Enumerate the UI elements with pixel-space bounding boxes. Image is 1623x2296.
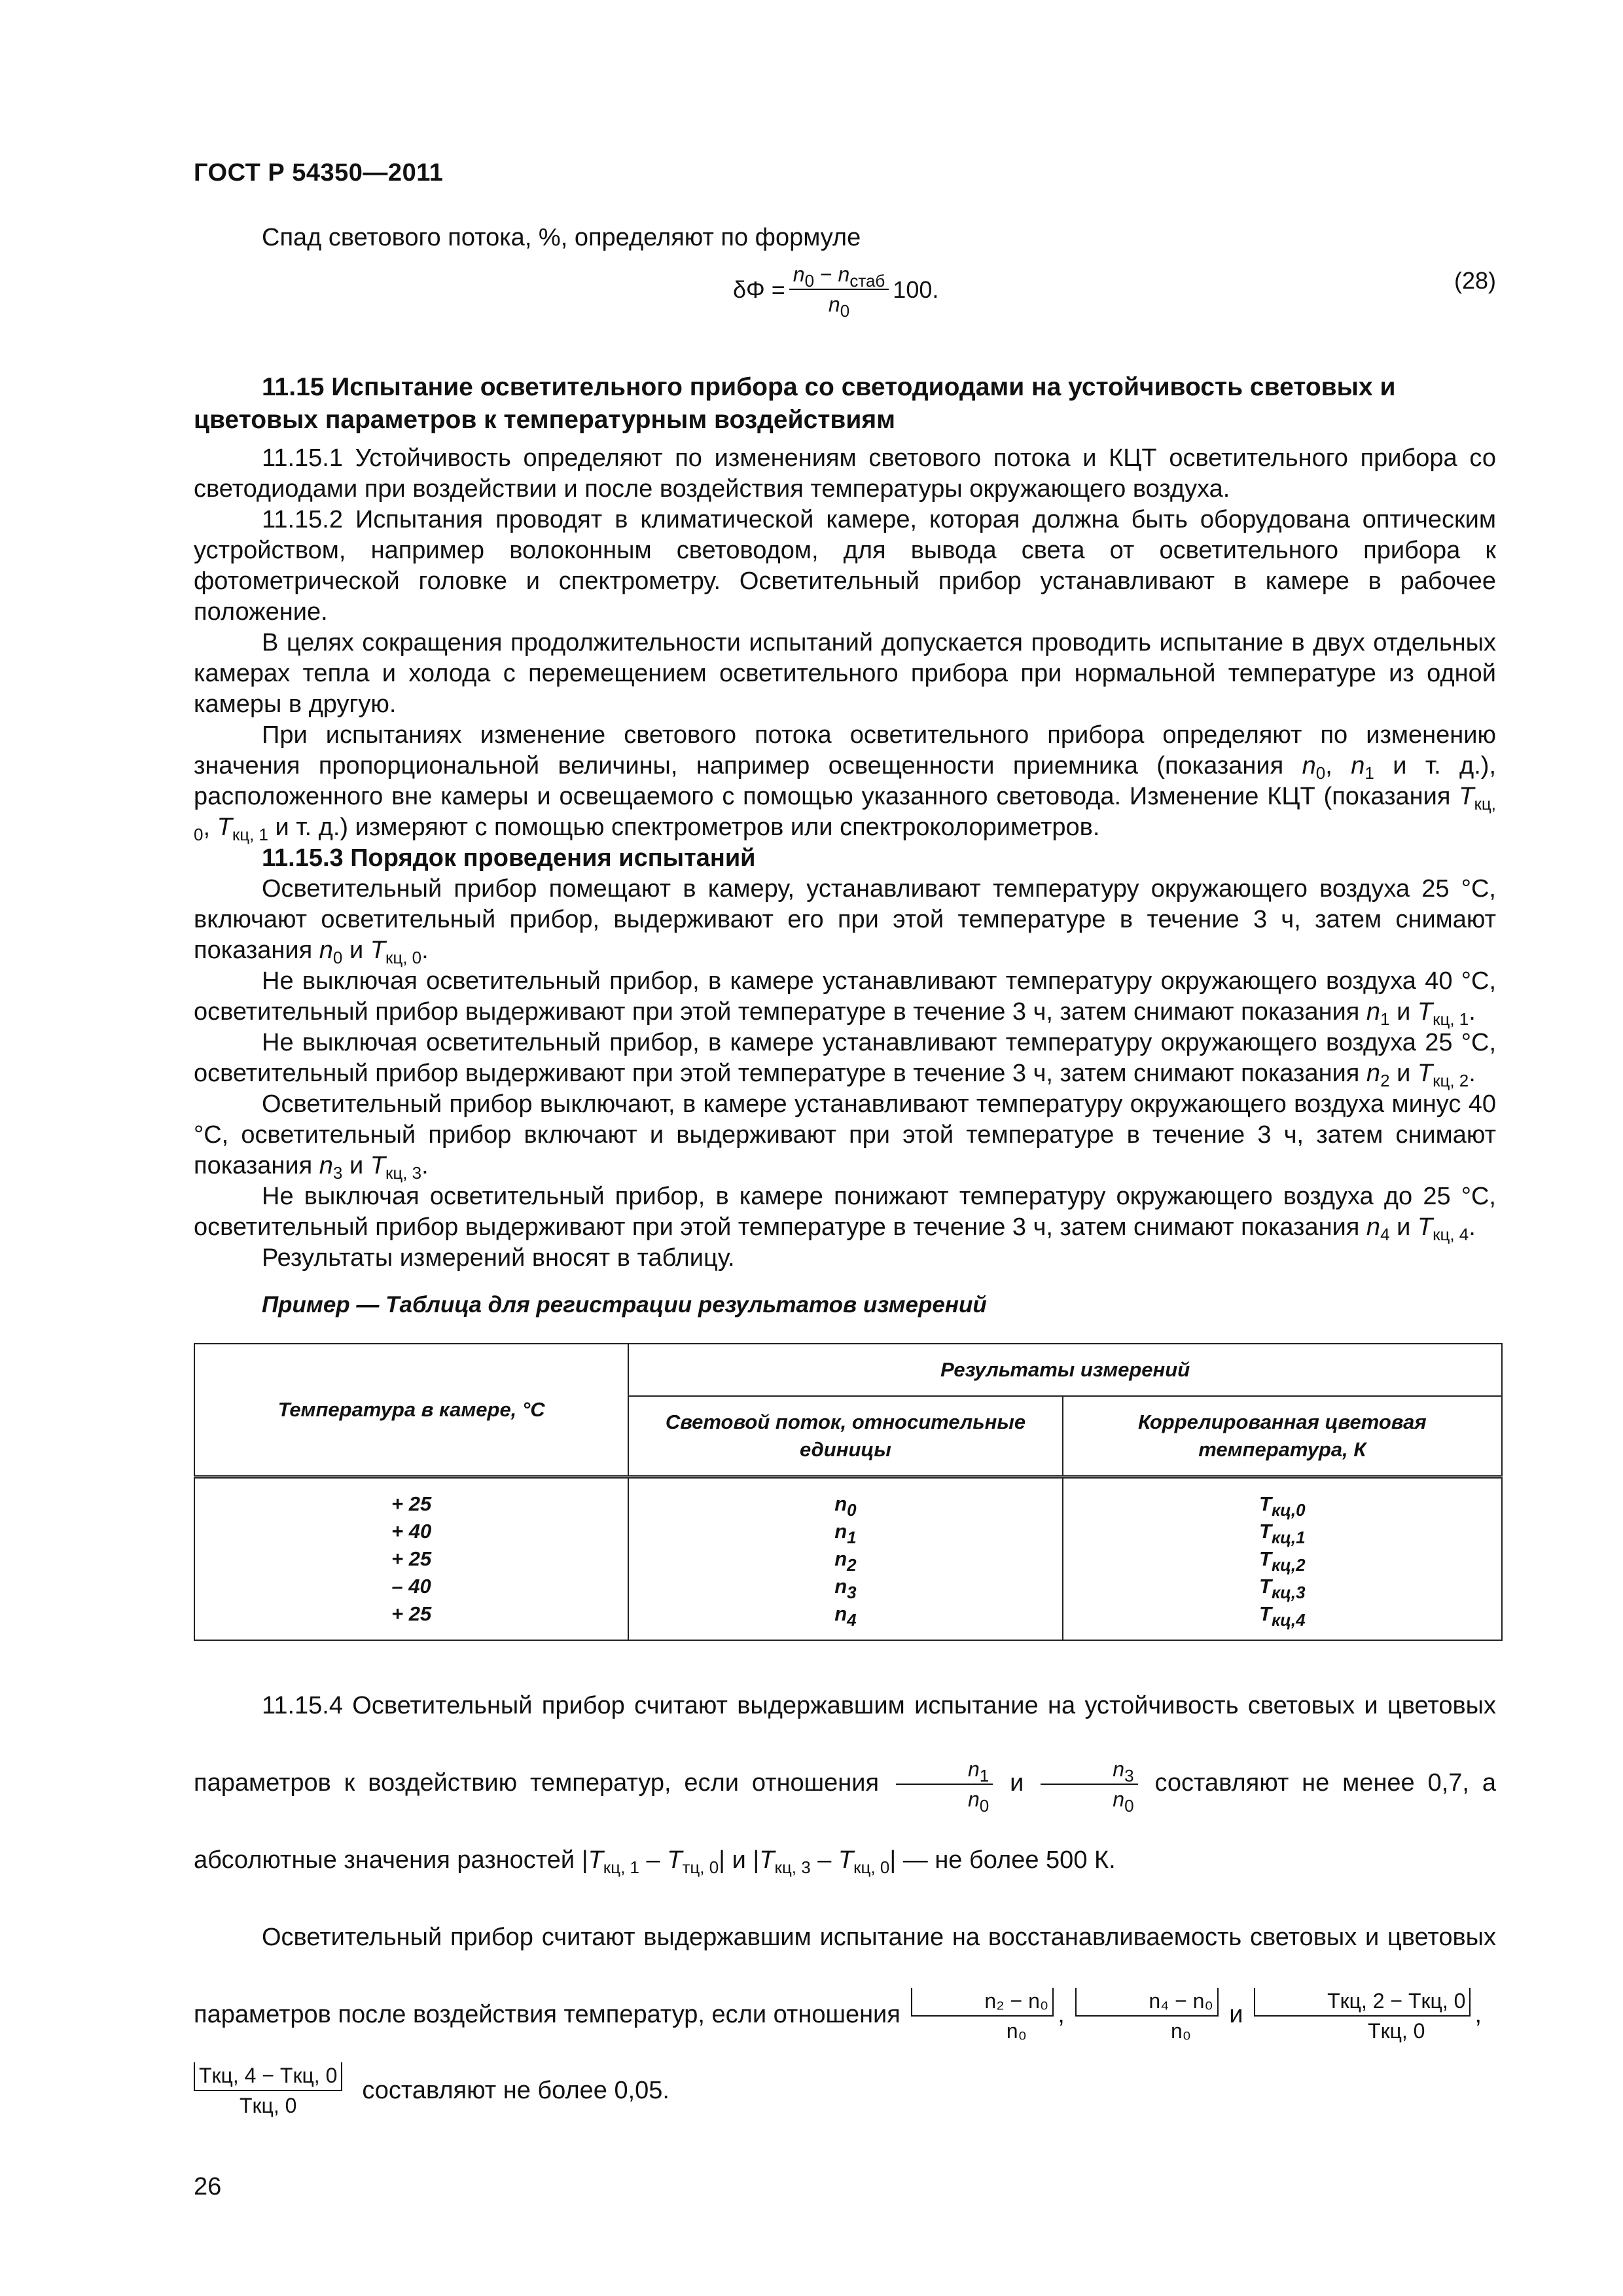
text: и т. д.) измеряют с помощью спектрометров или спектроколориметров. — [268, 814, 1100, 841]
var-n: n — [1366, 1060, 1381, 1087]
var-n: n — [834, 1547, 847, 1570]
numerator — [896, 1756, 993, 1785]
sub: кц, 1 — [603, 1857, 639, 1877]
var-n: n — [1366, 998, 1381, 1026]
flux-cell — [628, 1477, 1062, 1641]
sub: 0 — [979, 1795, 990, 1816]
sub: 4 — [847, 1610, 857, 1630]
cct-value — [1259, 1573, 1306, 1600]
formula-fraction — [789, 261, 889, 321]
cct-value — [1259, 1490, 1306, 1518]
formula-28-expression — [733, 261, 939, 321]
ratio-t2-minus-t0 — [1254, 1988, 1471, 2044]
text: . — [1469, 1060, 1476, 1087]
var-t: T — [217, 814, 232, 841]
text: Не выключая осветительный прибор, в камере устанавливают температуру окружающего воздуха 40 °С, осветительный прибор выдерживают при этой температуре в течение 3 ч, затем снимают показания — [194, 967, 1496, 1026]
flux-value — [834, 1518, 856, 1545]
text: и — [997, 1769, 1037, 1797]
var-t: T — [1459, 783, 1474, 810]
numerator: n₄ − n₀ — [1075, 1988, 1218, 2017]
text: и — [1389, 1060, 1418, 1087]
paragraph-recovery — [194, 1899, 1496, 2053]
var-n: n — [968, 1757, 980, 1781]
var-n: n — [1113, 1757, 1125, 1781]
step-paragraph — [194, 874, 1496, 966]
denominator — [900, 1785, 990, 1816]
sub: 0 — [1124, 1795, 1134, 1816]
temperature-value: + 40 — [391, 1520, 432, 1543]
text: и т. д.), расположенного вне камеры и освещаемого с помощью указанного световода. Изменение КЦТ (показания — [194, 752, 1496, 810]
text: и — [1222, 2001, 1251, 2028]
denominator: n₀ — [1170, 2018, 1192, 2043]
var-t: T — [1259, 1492, 1272, 1515]
step-paragraph — [194, 966, 1496, 1028]
paragraph-measurement — [194, 720, 1496, 843]
formula-lhs: δΦ = — [733, 276, 785, 303]
ratio-n2-minus-n0 — [911, 1988, 1054, 2044]
paragraph-11-15-4 — [194, 1667, 1496, 1899]
var-t: T — [1417, 998, 1433, 1026]
var-t: T — [1417, 1060, 1433, 1087]
var-n: n — [319, 1152, 333, 1179]
cct-cell — [1063, 1477, 1502, 1641]
text: Осветительный прибор помещают в камеру, устанавливают температуру окружающего воздуха 25 °С, включают осветительный прибор, выдерживают его при этой температуре в течение 3 ч, затем снимают показания — [194, 875, 1496, 964]
text: , — [203, 814, 217, 841]
var-n: n — [1351, 752, 1365, 780]
text: – — [810, 1846, 838, 1874]
sub: 0 — [840, 301, 850, 321]
denominator: Tкц, 0 — [239, 2094, 297, 2117]
var-t: T — [838, 1846, 854, 1874]
var-n: n — [838, 262, 850, 286]
sub: кц, 1 — [232, 825, 268, 844]
header-results-group: Результаты измерений — [628, 1344, 1502, 1396]
results-table — [194, 1343, 1503, 1641]
text: , — [1474, 2001, 1482, 2028]
var-n: n — [968, 1787, 980, 1811]
step-paragraph — [194, 1181, 1496, 1243]
var-n: n — [1113, 1787, 1125, 1811]
intro-paragraph: Спад светового потока, %, определяют по формуле — [262, 224, 861, 251]
formula-numerator — [789, 261, 889, 290]
text: При испытаниях изменение светового потока осветительного прибора определяют по изменению значения пропорциональной величины, например освещенности приемника (показания — [194, 721, 1496, 780]
sub: кц, 0 — [194, 794, 1496, 844]
temperature-value: + 25 — [391, 1547, 432, 1570]
section-title-11-15: 11.15 Испытание осветительного прибора со светодиодами на устойчивость световых и цветовых параметров к температурным воздействиям — [194, 373, 1396, 434]
sub: 3 — [332, 1163, 343, 1183]
denominator: Tкц, 0 — [1368, 2018, 1425, 2043]
flux-value — [834, 1490, 856, 1518]
sub: стаб — [849, 271, 885, 291]
numerator: Tкц, 2 − Tкц, 0 — [1254, 1988, 1471, 2017]
var-n: n — [1366, 1213, 1381, 1241]
text: Осветительный прибор выключают, в камере устанавливают температуру окружающего воздуха минус 40 °С, осветительный прибор включают и выдерживают при этой температуре в течение 3 ч, затем снимают показания — [194, 1090, 1496, 1179]
recovery-final-line — [194, 2062, 1496, 2119]
var-n: n — [834, 1575, 847, 1598]
var-t: T — [370, 1152, 385, 1179]
minus: − — [814, 262, 838, 286]
sub: кц,4 — [1271, 1610, 1306, 1630]
formula-denominator — [828, 290, 850, 321]
var-n: n — [793, 262, 805, 286]
sub: тц, 0 — [682, 1857, 719, 1877]
header-cct: Коррелированная цветовая температура, К — [1063, 1396, 1502, 1477]
sub: кц, 4 — [1433, 1225, 1469, 1244]
sub: 2 — [847, 1555, 857, 1575]
text: | — не более 500 К. — [889, 1846, 1116, 1874]
document-code-header: ГОСТ Р 54350—2011 — [194, 159, 444, 187]
var-n: n — [828, 293, 840, 316]
temperature-value: + 25 — [391, 1602, 432, 1625]
formula-28 — [194, 259, 1496, 337]
sub: кц, 0 — [853, 1857, 890, 1877]
step-paragraph — [194, 1089, 1496, 1181]
temperature-value: + 25 — [391, 1492, 432, 1515]
flux-value — [834, 1600, 856, 1628]
numerator: n₂ − n₀ — [911, 1988, 1054, 2017]
flux-value — [834, 1545, 856, 1573]
text: Не выключая осветительный прибор, в камере понижают температуру окружающего воздуха до 25 °С, осветительный прибор выдерживают при этой температуре в течение 3 ч, затем снимают показания — [194, 1183, 1496, 1241]
numerator — [1041, 1756, 1137, 1785]
sub: кц,2 — [1271, 1555, 1306, 1575]
sub: 1 — [1380, 1009, 1390, 1029]
sub: 1 — [979, 1765, 990, 1785]
text: составляют не более 0,05. — [362, 2076, 669, 2104]
sub: кц, 1 — [1433, 1009, 1469, 1029]
ratio-n4-minus-n0 — [1075, 1988, 1218, 2044]
page-number: 26 — [194, 2173, 222, 2200]
var-n: n — [834, 1602, 847, 1625]
text: и — [342, 1152, 370, 1179]
text: . — [421, 937, 429, 964]
header-luminous-flux: Световой поток, относительные единицы — [628, 1396, 1062, 1477]
sub: кц, 3 — [385, 1163, 422, 1183]
sub: кц, 2 — [1433, 1071, 1469, 1090]
text: и — [1389, 998, 1418, 1026]
var-t: T — [759, 1846, 775, 1874]
subsection-title-11-15-3: 11.15.3 Порядок проведения испытаний — [262, 844, 756, 872]
text: Осветительный прибор считают выдержавшим испытание на восстанавливаемость световых и цветовых параметров после воздействия температур, если отношения — [194, 1924, 1496, 2028]
sub: 2 — [1380, 1071, 1390, 1090]
text: составляют не менее 0,7, а абсолютные значения разностей | — [194, 1769, 1497, 1874]
numerator: Tкц, 4 − Tкц, 0 — [194, 2062, 342, 2091]
paragraph-results: Результаты измерений вносят в таблицу. — [262, 1244, 735, 1272]
equation-number: (28) — [1454, 267, 1496, 294]
text: , — [1058, 2001, 1072, 2028]
var-t: T — [667, 1846, 683, 1874]
cct-value — [1259, 1600, 1306, 1628]
text: . — [421, 1152, 429, 1179]
text: – — [639, 1846, 668, 1874]
sub: кц,1 — [1271, 1528, 1306, 1547]
text: Не выключая осветительный прибор, в камере устанавливают температуру окружающего воздуха 25 °С, осветительный прибор выдерживают при этой температуре в течение 3 ч, затем снимают показания — [194, 1029, 1496, 1087]
var-t: T — [370, 937, 385, 964]
sub: 0 — [847, 1500, 857, 1520]
var-n: n — [834, 1520, 847, 1543]
example-caption: Пример — Таблица для регистрации результатов измерений — [262, 1292, 987, 1318]
text: и — [1389, 1213, 1418, 1241]
sub: 0 — [332, 948, 343, 967]
text: , — [1325, 752, 1351, 780]
formula-factor: 100. — [893, 276, 939, 303]
ratio-n3-n0 — [1041, 1756, 1137, 1816]
denominator — [1044, 1785, 1134, 1816]
sub: кц, 0 — [385, 948, 422, 967]
flux-value — [834, 1573, 856, 1600]
page-content — [194, 223, 1496, 2119]
step-paragraph — [194, 1028, 1496, 1089]
var-n: n — [319, 937, 333, 964]
sub: 3 — [1124, 1765, 1134, 1785]
sub: кц,0 — [1271, 1500, 1306, 1520]
cct-value — [1259, 1545, 1306, 1573]
paragraph-reduce-duration: В целях сокращения продолжительности испытаний допускается проводить испытание в двух отдельных камерах тепла и холода с перемещением осветительного прибора при нормальной температуре из одной камеры в другую. — [194, 629, 1496, 718]
sub: 3 — [847, 1583, 857, 1602]
paragraph-11-15-1: 11.15.1 Устойчивость определяют по изменениям светового потока и КЦТ осветительного прибора со светодиодами при воздействии и после воздействия температуры окружающего воздуха. — [194, 444, 1496, 503]
var-t: T — [1259, 1547, 1272, 1570]
sub: кц, 3 — [774, 1857, 811, 1877]
var-t: T — [588, 1846, 603, 1874]
var-t: T — [1417, 1213, 1433, 1241]
var-n: n — [834, 1492, 847, 1515]
sub: кц,3 — [1271, 1583, 1306, 1602]
var-n: n — [1302, 752, 1316, 780]
cct-value — [1259, 1518, 1306, 1545]
ratio-n1-n0 — [896, 1756, 993, 1816]
paragraph-11-15-2: 11.15.2 Испытания проводят в климатической камере, которая должна быть оборудована оптическим устройством, например волоконным световодом, для вывода света от осветительного прибора к фотометрической головке и спектрометру. Осветительный прибор устанавливают в камере в рабочее положение. — [194, 506, 1496, 626]
denominator: n₀ — [1006, 2018, 1027, 2043]
temperature-value: – 40 — [391, 1575, 431, 1598]
text: | и | — [719, 1846, 760, 1874]
ratio-t4-minus-t0 — [194, 2062, 342, 2119]
sub: 1 — [847, 1528, 857, 1547]
sub: 0 — [804, 271, 815, 291]
text: и — [342, 937, 370, 964]
sub: 4 — [1380, 1225, 1390, 1244]
text: . — [1469, 1213, 1476, 1241]
temperature-cell — [194, 1477, 628, 1641]
sub: 1 — [1364, 763, 1374, 783]
text: . — [1469, 998, 1476, 1026]
var-t: T — [1259, 1602, 1272, 1625]
text: 11.15.4 Осветительный прибор считают выдержавшим испытание на устойчивость световых и цветовых параметров к воздействию температур, если отношения — [194, 1692, 1496, 1797]
var-t: T — [1259, 1520, 1272, 1543]
var-t: T — [1259, 1575, 1272, 1598]
sub: 0 — [1315, 763, 1326, 783]
header-temperature: Температура в камере, °С — [194, 1344, 628, 1477]
